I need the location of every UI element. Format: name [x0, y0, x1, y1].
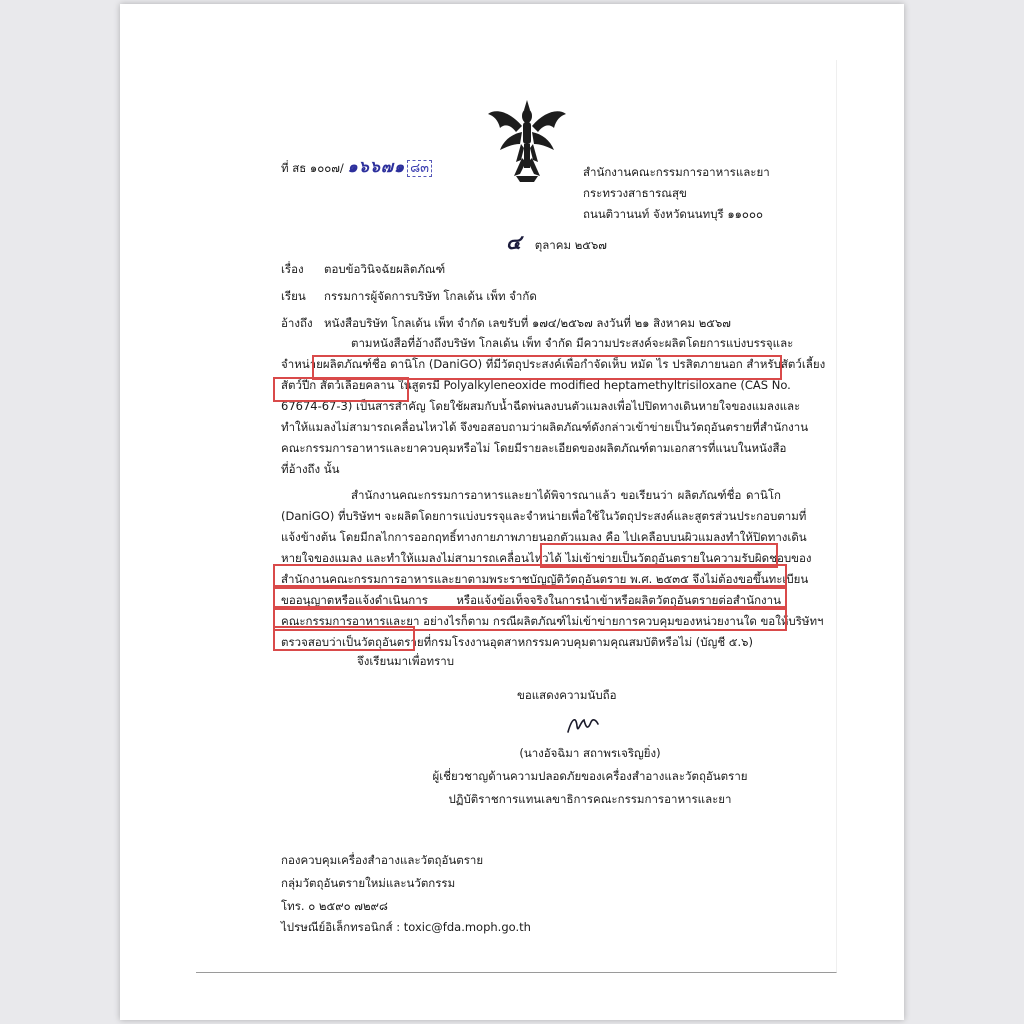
footer-division: กองควบคุมเครื่องสำอางและวัตถุอันตราย: [281, 853, 484, 867]
office-name: สำนักงานคณะกรรมการอาหารและยา: [583, 165, 770, 179]
paragraph-line: สำนักงานคณะกรรมการอาหารและยาได้พิจารณาแล้ว ขอเรียนว่า ผลิตภัณฑ์ชื่อ ดานิโก: [351, 488, 781, 502]
signer-name: (นางอัจฉิมา สถาพรเจริญยิ่ง): [519, 746, 661, 760]
reference-label: อ้างถึง: [281, 316, 313, 330]
reference-text: หนังสือบริษัท โกลเด้น เพ็ท จำกัด เลขรับที่ ๑๗๔/๒๕๖๗ ลงวันที่ ๒๑ สิงหาคม ๒๕๖๗: [324, 316, 731, 330]
paragraph-line: ขออนุญาตหรือแจ้งดำเนินการ หรือแจ้งข้อเท็จจริงในการนำเข้าหรือผลิตวัตถุอันตรายต่อสำนักงาน: [281, 593, 781, 607]
paragraph-line: ตรวจสอบว่าเป็นวัตถุอันตรายที่กรมโรงงานอุตสาหกรรมควบคุมตามคุณสมบัติหรือไม่ (บัญชี ๕.๖): [281, 635, 753, 649]
reference-number: [281, 159, 432, 177]
paragraph-line: จำหน่ายผลิตภัณฑ์ชื่อ ดานิโก (DaniGO) ที่มีวัตถุประสงค์เพื่อกำจัดเห็บ หมัด ไร ปรสิตภายนอก สำหรับสัตว์เลี้ยง: [281, 357, 826, 371]
reference-prefix: ที่ สธ ๑๐๐๗/: [281, 161, 344, 175]
footer-group: กลุ่มวัตถุอันตรายใหม่และนวัตกรรม: [281, 876, 456, 890]
paragraph-line: ตามหนังสือที่อ้างถึงบริษัท โกลเด้น เพ็ท จำกัด มีความประสงค์จะผลิตโดยการแบ่งบรรจุและ: [351, 336, 794, 350]
paragraph-line: 67674-67-3) เป็นสารสำคัญ โดยใช้ผสมกับน้ำฉีดพ่นลงบนตัวแมลงเพื่อไปปิดทางเดินหายใจของแมลงและ: [281, 399, 801, 413]
ministry-name: กระทรวงสาธารณสุข: [583, 186, 687, 200]
paragraph-line: สัตว์ปีก สัตว์เลื้อยคลาน ในสูตรมี Polyalkyleneoxide modified heptamethyltrisiloxane (CAS No.: [281, 378, 791, 392]
paragraph-decision: [281, 485, 824, 653]
paragraph-request: [281, 333, 826, 480]
paragraph-line: แจ้งข้างต้น โดยมีกลไกการออกฤทธิ์ทางกายภาพภายนอกตัวแมลง คือ ไปเคลือบบนผิวแมลงทำให้ปิดทางเดิน: [281, 530, 807, 544]
paragraph-line: หายใจของแมลง และทำให้แมลงไม่สามารถเคลื่อนไหวได้ ไม่เข้าข่ายเป็นวัตถุอันตรายในความรับผิดชอบของ: [281, 551, 812, 565]
recipient-text: กรรมการผู้จัดการบริษัท โกลเด้น เพ็ท จำกัด: [324, 289, 537, 303]
paragraph-line: ทำให้แมลงไม่สามารถเคลื่อนไหวได้ จึงขอสอบถามว่าผลิตภัณฑ์ดังกล่าวเข้าข่ายเป็นวัตถุอันตรายที่สำนักงาน: [281, 420, 809, 434]
letter-date: [506, 232, 607, 255]
date-day: ๔: [506, 230, 522, 254]
signer-title: ผู้เชี่ยวชาญด้านความปลอดภัยของเครื่องสำอางและวัตถุอันตราย: [432, 769, 748, 783]
subject-label: เรื่อง: [281, 262, 304, 276]
paragraph-line: สำนักงานคณะกรรมการอาหารและยาตามพระราชบัญญัติวัตถุอันตราย พ.ศ. ๒๕๓๕ จึงไม่ต้องขอขึ้นทะเบียน: [281, 572, 809, 586]
reference-handwritten-number: ๑๖๖๗๑: [347, 157, 406, 176]
recipient-label: เรียน: [281, 289, 306, 303]
garuda-emblem-icon: [486, 98, 568, 182]
signature-mark: [566, 712, 600, 738]
regards: ขอแสดงความนับถือ: [517, 688, 617, 702]
office-address: ถนนติวานนท์ จังหวัดนนทบุรี ๑๑๐๐๐: [583, 207, 763, 221]
reference-stamp: ๘๓: [407, 160, 432, 177]
closing-line: จึงเรียนมาเพื่อทราบ: [357, 654, 455, 668]
date-month-year: ตุลาคม ๒๕๖๗: [534, 238, 607, 252]
signer-authority: ปฏิบัติราชการแทนเลขาธิการคณะกรรมการอาหารและยา: [448, 792, 732, 806]
footer-email: ไปรษณีย์อิเล็กทรอนิกส์ : toxic@fda.moph.go.th: [281, 920, 531, 934]
paragraph-line: (DaniGO) ที่บริษัทฯ จะผลิตโดยการแบ่งบรรจุและจำหน่ายเพื่อใช้ในวัตถุประสงค์และสูตรส่วนประกอบตามที่: [281, 509, 807, 523]
paragraph-line: คณะกรรมการอาหารและยา อย่างไรก็ตาม กรณีผลิตภัณฑ์ไม่เข้าข่ายการควบคุมของหน่วยงานใด ขอให้บริษัทฯ: [281, 614, 824, 628]
paragraph-line: คณะกรรมการอาหารและยาควบคุมหรือไม่ โดยมีรายละเอียดของผลิตภัณฑ์ตามเอกสารที่แนบในหนังสือ: [281, 441, 787, 455]
subject-text: ตอบข้อวินิจฉัยผลิตภัณฑ์: [324, 262, 446, 276]
footer-phone: โทร. ๐ ๒๕๙๐ ๗๒๙๘: [281, 899, 388, 913]
paragraph-line: ที่อ้างถึง นั้น: [281, 462, 340, 476]
